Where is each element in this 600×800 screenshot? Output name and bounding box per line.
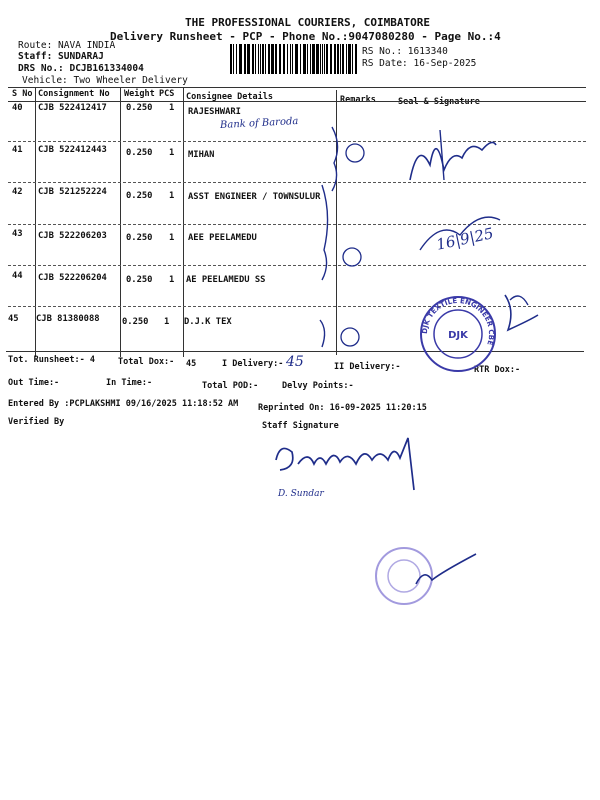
row-44-consignment: CJB 522206204 <box>38 273 107 283</box>
row-45-consignment: CJB 81380088 <box>36 314 100 324</box>
row-40-consignee: RAJESHWARI <box>188 107 241 117</box>
row-45-pcs: 1 <box>164 317 170 327</box>
row-43-weight: 0.250 <box>126 233 153 243</box>
rs-date: RS Date: 16-Sep-2025 <box>362 58 477 69</box>
row-42-pcs: 1 <box>169 191 175 201</box>
route: Route: NAVA INDIA <box>18 40 116 51</box>
svg-text:D. Sundar: D. Sundar <box>278 489 324 499</box>
svg-text:DJK: DJK <box>448 330 468 341</box>
barcode-bar <box>239 44 242 74</box>
row-44-consignee: AE PEELAMEDU SS <box>186 275 266 285</box>
barcode-bar <box>310 44 311 74</box>
barcode-bar <box>352 44 353 74</box>
djk-seal-stamp <box>418 294 498 374</box>
col-sno: S No <box>12 89 33 99</box>
barcode-bar <box>275 44 277 74</box>
barcode-bar <box>292 44 293 74</box>
barcode-bar <box>334 44 336 74</box>
barcode-bar <box>320 44 321 74</box>
row-43-consignment: CJB 522206203 <box>38 231 107 241</box>
delvy-points: Delvy Points:- <box>282 381 354 391</box>
faded-stamp-signature <box>372 544 492 614</box>
barcode-bar <box>262 44 264 74</box>
col-pcs: PCS <box>159 89 175 99</box>
col-consignment: Consignment No <box>38 89 110 99</box>
col-weight: Weight <box>124 89 155 99</box>
entered-by: Entered By :PCPLAKSHMI 09/16/2025 11:18:52 AM <box>8 399 239 409</box>
barcode-bar <box>244 44 246 74</box>
col-consignee: Consignee Details <box>186 92 273 102</box>
out-time: Out Time:- <box>8 378 60 388</box>
row-43-pcs: 1 <box>169 233 175 243</box>
barcode-bar <box>355 44 357 74</box>
in-time: In Time:- <box>106 378 153 388</box>
verified-by: Verified By <box>8 417 65 427</box>
barcode-bar <box>236 44 237 74</box>
staff-signature <box>268 430 448 500</box>
row-43-sno: 43 <box>12 229 23 239</box>
total-dox-value: 45 <box>186 359 197 369</box>
row-41-weight: 0.250 <box>126 148 153 158</box>
row43-handwritten-date: 16|9|25 <box>434 224 496 254</box>
rs-number: RS No.: 1613340 <box>362 46 448 57</box>
barcode-bar <box>346 44 347 74</box>
row-45-consignee: D.J.K TEX <box>184 317 232 327</box>
row-42-weight: 0.250 <box>126 191 153 201</box>
ii-delivery: II Delivery:- <box>334 362 401 372</box>
barcode-bar <box>312 44 315 74</box>
barcode-bar <box>260 44 261 74</box>
row-40-pcs: 1 <box>169 103 175 113</box>
barcode-bar <box>316 44 319 74</box>
row-45-sno: 45 <box>8 314 19 324</box>
row-41-consignment: CJB 522412443 <box>38 145 107 155</box>
barcode-bar <box>300 44 301 74</box>
barcode-bar <box>233 44 234 74</box>
total-dox-label: Total Dox:- <box>118 357 175 367</box>
barcode-bar <box>307 44 308 74</box>
staff-signature-label: Staff Signature <box>262 421 339 431</box>
barcode-image <box>230 44 358 76</box>
row-44-sno: 44 <box>12 271 23 281</box>
row-44-weight: 0.250 <box>126 275 153 285</box>
row-45-weight: 0.250 <box>122 317 149 327</box>
drs-number: DRS No.: DCJB161334004 <box>18 63 144 74</box>
barcode-bar <box>340 44 341 74</box>
row-41-pcs: 1 <box>169 148 175 158</box>
barcode-bar <box>258 44 259 74</box>
col-remarks: Remarks <box>340 95 376 105</box>
row40-handwritten-note: Bank of Baroda <box>219 115 299 132</box>
row-43-consignee: AEE PEELAMEDU <box>188 233 257 243</box>
remarks-ink-marks <box>310 115 380 355</box>
row-42-consignee: ASST ENGINEER / TOWNSULUR <box>188 192 321 202</box>
col-seal-signature: Seal & Signature <box>398 97 480 107</box>
row-40-weight: 0.250 <box>126 103 153 113</box>
barcode-bar <box>290 44 291 74</box>
barcode-bar <box>279 44 281 74</box>
row-44-pcs: 1 <box>169 275 175 285</box>
vehicle: Vehicle: Two Wheeler Delivery <box>22 75 188 86</box>
reprinted-on: Reprinted On: 16-09-2025 11:20:15 <box>258 403 427 413</box>
barcode-bar <box>326 44 328 74</box>
barcode-bar <box>252 44 254 74</box>
barcode-bar <box>337 44 339 74</box>
barcode-bar <box>342 44 344 74</box>
rtr-dox: RTR Dox:- <box>474 365 521 375</box>
i-delivery: I Delivery:- <box>222 359 284 369</box>
barcode-bar <box>255 44 256 74</box>
row-40-sno: 40 <box>12 103 23 113</box>
barcode-bar <box>283 44 285 74</box>
barcode-bar <box>247 44 250 74</box>
row-42-consignment: CJB 521252224 <box>38 187 107 197</box>
barcode-bar <box>271 44 274 74</box>
row-42-sno: 42 <box>12 187 23 197</box>
svg-text:DJK TEXTILE ENGINEER CBE: DJK TEXTILE ENGINEER CBE <box>420 296 496 347</box>
company-title: THE PROFESSIONAL COURIERS, COIMBATORE <box>185 16 431 29</box>
barcode-bar <box>348 44 351 74</box>
barcode-bar <box>230 44 232 74</box>
row-41-sno: 41 <box>12 145 23 155</box>
barcode-bar <box>287 44 288 74</box>
total-runsheet: Tot. Runsheet:- 4 <box>8 355 95 365</box>
row-40-consignment: CJB 522412417 <box>38 103 107 113</box>
barcode-bar <box>322 44 323 74</box>
barcode-bar <box>303 44 306 74</box>
barcode-bar <box>330 44 332 74</box>
total-pod: Total POD:- <box>202 381 259 391</box>
barcode-bar <box>295 44 298 74</box>
handwritten-count: 45 <box>286 354 304 370</box>
barcode-bar <box>324 44 325 74</box>
runsheet-subtitle: Delivery Runsheet - PCP - Phone No.:9047080280 - Page No.:4 <box>110 30 501 43</box>
barcode-bar <box>265 44 266 74</box>
staff: Staff: SUNDARAJ <box>18 51 104 62</box>
row-41-consignee: MIHAN <box>188 150 215 160</box>
barcode-bar <box>268 44 270 74</box>
